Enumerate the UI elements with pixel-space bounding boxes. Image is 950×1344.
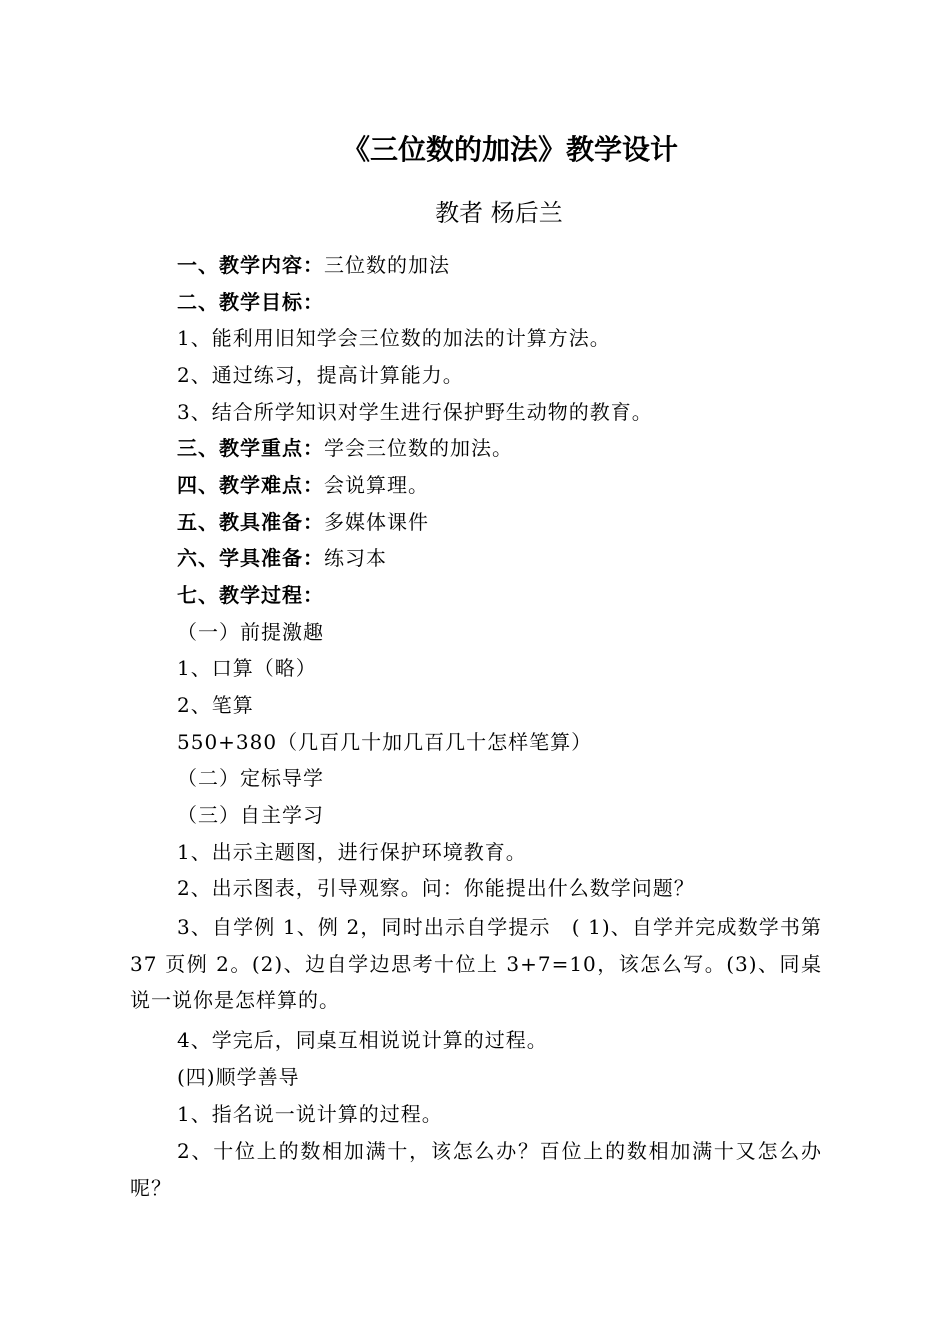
process-step-text: 4、学完后，同桌互相说说计算的过程。	[177, 1028, 548, 1052]
document-author: 教者 杨后兰	[435, 199, 563, 227]
section-heading: 四、教学难点：	[177, 473, 324, 497]
section-heading: 六、学具准备：	[177, 546, 324, 570]
process-step-text: （二）定标导学	[177, 766, 324, 790]
section-learning-aids	[177, 543, 387, 573]
section-text: 学会三位数的加法。	[324, 436, 513, 460]
process-step	[177, 1099, 443, 1129]
process-step	[177, 617, 324, 647]
goal-text: 1、能利用旧知学会三位数的加法的计算方法。	[177, 326, 611, 350]
goal-text: 2、通过练习，提高计算能力。	[177, 363, 464, 387]
section-text: 三位数的加法	[324, 253, 450, 277]
process-step-text: 550+380（几百几十加几百几十怎样笔算）	[177, 730, 593, 754]
section-teaching-content	[177, 250, 450, 280]
process-step	[177, 690, 254, 720]
process-step	[177, 873, 695, 903]
section-difficulties	[177, 470, 429, 500]
section-teaching-process	[177, 580, 324, 610]
goal-item-3	[177, 397, 653, 427]
process-step-text: 1、出示主题图，进行保护环境教育。	[177, 840, 527, 864]
process-step	[177, 1062, 300, 1092]
process-step-text: 1、口算（略）	[177, 656, 317, 680]
goal-text: 3、结合所学知识对学生进行保护野生动物的教育。	[177, 400, 653, 424]
process-step	[177, 800, 324, 830]
section-heading: 七、教学过程：	[177, 583, 324, 607]
section-text: 练习本	[324, 546, 387, 570]
process-step-text: 2、笔算	[177, 693, 254, 717]
section-teaching-goals	[177, 287, 324, 317]
process-step	[177, 837, 527, 867]
process-step	[177, 763, 324, 793]
section-heading: 三、教学重点：	[177, 436, 324, 460]
section-heading: 一、教学内容：	[177, 253, 324, 277]
goal-item-2	[177, 360, 464, 390]
process-step-text: (四)顺学善导	[177, 1065, 300, 1089]
section-teaching-aids	[177, 507, 429, 537]
process-step-text: （一）前提激趣	[177, 620, 324, 644]
process-step-text: （三）自主学习	[177, 803, 324, 827]
process-step	[177, 1025, 548, 1055]
self-study-paragraph: 3、自学例 1、例 2，同时出示自学提示 ( 1)、自学并完成数学书第 37 页例 2。(2)、边自学边思考十位上 3+7=10，该怎么写。(3)、同桌说一说你是怎样算的。	[130, 915, 822, 1012]
process-step	[177, 727, 592, 757]
section-heading: 二、教学目标：	[177, 290, 324, 314]
section-text: 会说算理。	[324, 473, 429, 497]
process-step-text: 2、出示图表，引导观察。问：你能提出什么数学问题？	[177, 876, 695, 900]
document-title: 《三位数的加法》教学设计	[341, 133, 678, 166]
section-key-points	[177, 433, 513, 463]
question-paragraph: 2、十位上的数相加满十，该怎么办？百位上的数相加满十又怎么办呢？	[130, 1139, 822, 1200]
process-step-text: 1、指名说一说计算的过程。	[177, 1102, 443, 1126]
process-step	[177, 653, 317, 683]
section-text: 多媒体课件	[324, 510, 429, 534]
section-heading: 五、教具准备：	[177, 510, 324, 534]
goal-item-1	[177, 323, 611, 353]
